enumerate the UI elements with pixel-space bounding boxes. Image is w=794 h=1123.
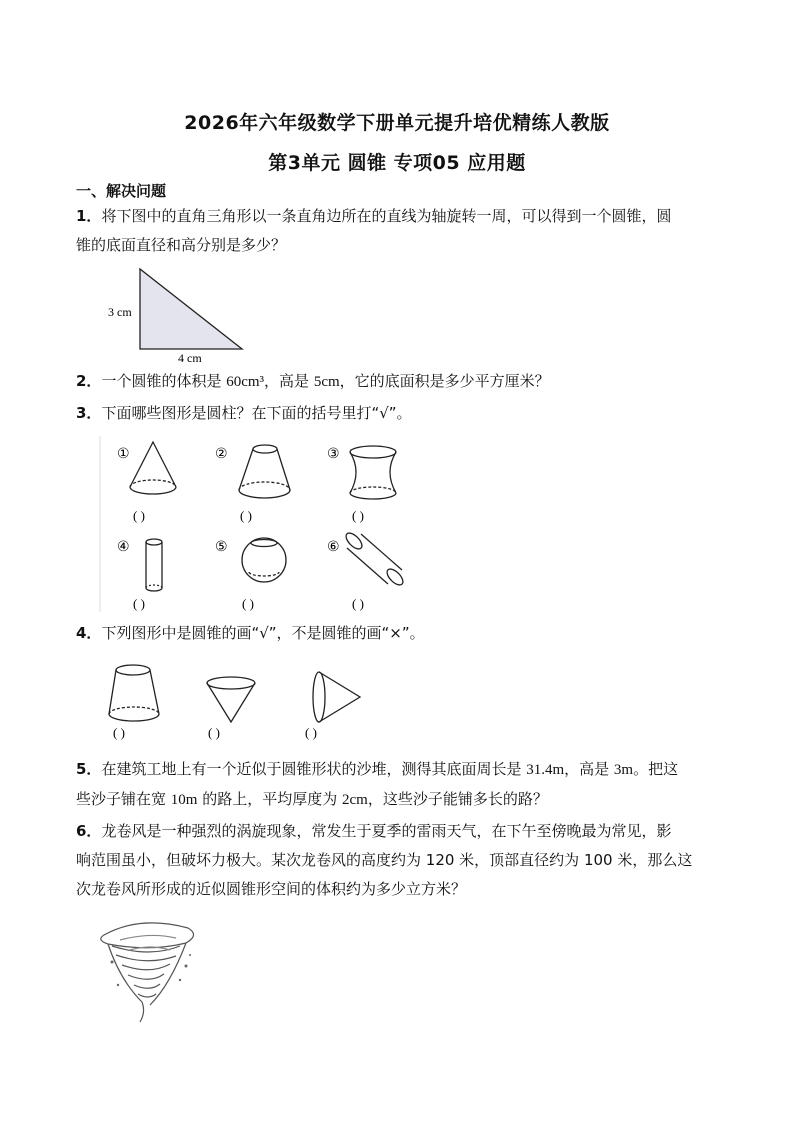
question-text-line: 响范围虽小，但破坏力极大。某次龙卷风的高度约为 120 米，顶部直径约为 100 米，那么这 [76, 851, 693, 869]
question-text: ，高是 [564, 760, 614, 778]
answer-paren-3: ( ) [352, 508, 364, 523]
question-text: 下列图形中是圆锥的画“√”，不是圆锥的画“×”。 [101, 624, 425, 642]
answer-paren-2: ( ) [240, 508, 252, 523]
document-subtitle: 第3单元 圆锥 专项05 应用题 [268, 152, 526, 174]
question-number: 2． [76, 372, 102, 390]
question-text: 下面哪些图形是圆柱？在下面的括号里打“√”。 [101, 404, 412, 422]
thickness-value: 2cm [342, 792, 368, 808]
answer-paren-5: ( ) [242, 596, 254, 611]
question-text: ，高是 [264, 372, 314, 390]
question-text: ，它的底面积是多少平方厘米？ [339, 372, 550, 390]
answer-paren-c: ( ) [305, 725, 317, 740]
width-value: 10m [170, 792, 198, 808]
height-value: 5cm [313, 374, 340, 390]
tornado-icon [101, 923, 194, 1022]
question-text: 。把这 [633, 760, 679, 778]
question-number: 1． [76, 207, 102, 225]
base-label: 4 cm [178, 351, 202, 365]
question-number: 4． [76, 624, 102, 642]
section-heading: 一、解决问题 [76, 182, 167, 200]
label-4: ④ [117, 539, 130, 555]
question-text-line: 锥的底面直径和高分别是多少？ [76, 236, 287, 254]
label-6: ⑥ [327, 539, 340, 555]
answer-paren-a: ( ) [113, 725, 125, 740]
question-number: 6． [76, 822, 102, 840]
question-text: 的路上，平均厚度为 [197, 790, 342, 808]
label-1: ① [117, 446, 130, 462]
question-number: 5． [76, 760, 102, 778]
question-text-line: 次龙卷风所形成的近似圆锥形空间的体积约为多少立方米？ [76, 880, 467, 898]
question-text: ，这些沙子能铺多长的路？ [367, 790, 548, 808]
answer-paren-1: ( ) [133, 508, 145, 523]
question-text: 些沙子铺在宽 [76, 790, 171, 808]
document-title: 2026年六年级数学下册单元提升培优精练人教版 [184, 112, 610, 134]
question-number: 3． [76, 404, 102, 422]
height-value: 3m [613, 762, 634, 778]
answer-paren-b: ( ) [208, 725, 220, 740]
volume-value: 60cm³ [226, 374, 265, 390]
circumference-value: 31.4m [526, 762, 565, 778]
answer-paren-4: ( ) [133, 596, 145, 611]
question-text: 一个圆锥的体积是 [101, 372, 227, 390]
label-3: ③ [327, 446, 340, 462]
question-text: 在建筑工地上有一个近似于圆锥形状的沙堆，测得其底面周长是 [101, 760, 527, 778]
question-text-line: 将下图中的直角三角形以一条直角边所在的直线为轴旋转一周，可以得到一个圆锥，圆 [101, 207, 672, 225]
label-5: ⑤ [215, 539, 228, 555]
side-label: 3 cm [108, 305, 132, 319]
answer-paren-6: ( ) [352, 596, 364, 611]
question-text-line: 龙卷风是一种强烈的涡旋现象，常发生于夏季的雷雨天气，在下午至傍晚最为常见，影 [101, 822, 672, 840]
label-2: ② [215, 446, 228, 462]
